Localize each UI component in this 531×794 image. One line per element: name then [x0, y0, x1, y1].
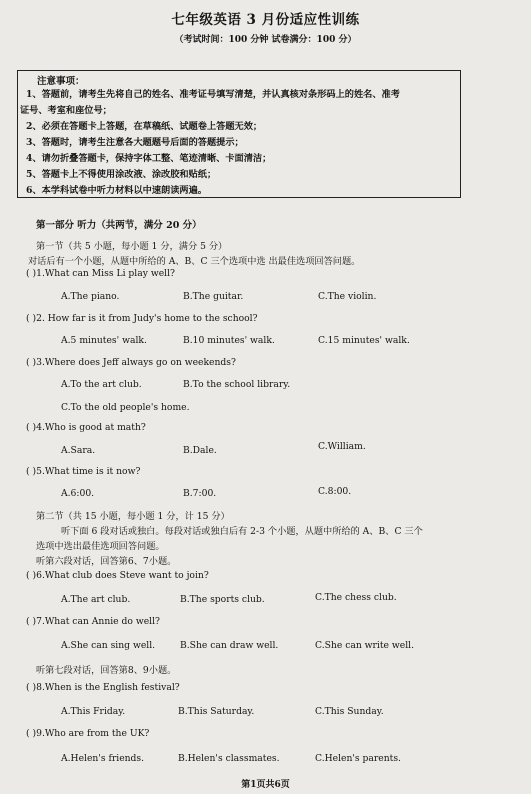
notice-line: 5、答题卡上不得使用涂改液、涂改胶和贴纸； [26, 169, 217, 180]
notice-line: 3、答题时，请考生注意各大题题号后面的答题提示； [26, 137, 244, 148]
page-number: 第1页共6页 [241, 780, 290, 790]
question-4 [26, 422, 146, 433]
option-b: B.10 minutes' walk. [183, 335, 275, 346]
exam-subtitle: （考试时间：100 分钟 试卷满分：100 分） [174, 35, 357, 45]
option-b: B.7:00. [183, 488, 217, 499]
option-a: A.The art club. [61, 594, 131, 605]
option-a: A.6:00. [61, 488, 95, 499]
section1-instruction: 对话后有一个小题，从题中所给的 A、B、C 三个选项中选 出最佳选项回答问题。 [28, 256, 361, 267]
option-c: C.Helen's parents. [315, 753, 401, 764]
option-c: C.The chess club. [315, 592, 397, 603]
dialogue-note: 听第七段对话，回答第8、9小题。 [36, 665, 177, 676]
question-5 [26, 466, 140, 477]
option-b: B.The guitar. [183, 291, 244, 302]
answer-blank[interactable]: ( ) [26, 570, 37, 581]
question-3 [26, 357, 236, 368]
option-b: B.To the school library. [183, 379, 291, 390]
option-c: C.This Sunday. [315, 706, 384, 717]
part1-heading: 第一部分 听力（共两节，满分 20 分） [36, 220, 202, 231]
answer-blank[interactable]: ( ) [26, 616, 37, 627]
answer-blank[interactable]: ( ) [26, 728, 37, 739]
option-a: A.The piano. [61, 291, 120, 302]
answer-blank[interactable]: ( ) [26, 422, 37, 433]
question-stem: 7.What can Annie do well? [36, 616, 160, 627]
option-b: B.She can draw well. [180, 640, 279, 651]
question-2 [26, 313, 258, 324]
option-c: C.To the old people's home. [61, 402, 190, 413]
answer-blank[interactable]: ( ) [26, 313, 37, 324]
notice-line: 6、本学科试卷中听力材料以中速朗读两遍。 [26, 185, 207, 196]
answer-blank[interactable]: ( ) [26, 357, 37, 368]
option-b: B.Helen's classmates. [178, 753, 280, 764]
answer-blank[interactable]: ( ) [26, 268, 37, 279]
question-stem: 2. How far is it from Judy's home to the school? [36, 313, 258, 324]
question-stem: 3.Where does Jeff always go on weekends? [36, 357, 236, 368]
notice-box [17, 70, 461, 198]
question-stem: 6.What club does Steve want to join? [36, 570, 209, 581]
question-stem: 1.What can Miss Li play well? [36, 268, 175, 279]
section2-instruction: 听下面 6 段对话或独白。每段对话或独白后有 2-3 个小题，从题中所给的 A、B、C 三个 [61, 526, 423, 537]
option-a: A.To the art club. [61, 379, 142, 390]
option-a: A.5 minutes' walk. [61, 335, 147, 346]
question-stem: 4.Who is good at math? [36, 422, 146, 433]
option-a: A.She can sing well. [61, 640, 156, 651]
option-b: B.Dale. [183, 445, 217, 456]
option-a: A.This Friday. [61, 706, 126, 717]
option-b: B.The sports club. [180, 594, 265, 605]
question-9 [26, 728, 149, 739]
option-b: B.This Saturday. [178, 706, 255, 717]
question-7 [26, 616, 160, 627]
option-c: C.8:00. [318, 486, 352, 497]
exam-title: 七年级英语 3 月份适应性训练 [171, 12, 360, 28]
section2-instruction: 选项中选出最佳选项回答问题。 [36, 541, 165, 552]
notice-line: 4、请勿折叠答题卡，保持字体工整、笔迹清晰、卡面清洁； [26, 153, 272, 164]
notice-line: 1、答题前，请考生先将自己的姓名、准考证号填写清楚，并认真核对条形码上的姓名、准考 [26, 89, 400, 100]
notice-heading: 注意事项： [37, 76, 85, 87]
question-stem: 5.What time is it now? [36, 466, 141, 477]
answer-blank[interactable]: ( ) [26, 466, 37, 477]
option-c: C.William. [318, 441, 366, 452]
question-stem: 9.Who are from the UK? [36, 728, 150, 739]
question-stem: 8.When is the English festival? [36, 682, 180, 693]
section1-heading: 第一节（共 5 小题，每小题 1 分，满分 5 分） [36, 241, 228, 252]
dialogue-note: 听第六段对话，回答第6、7小题。 [36, 556, 177, 567]
question-1 [26, 268, 175, 279]
answer-blank[interactable]: ( ) [26, 682, 37, 693]
question-6 [26, 570, 209, 581]
notice-line: 证号、考室和座位号； [20, 105, 112, 116]
notice-line: 2、必须在答题卡上答题，在草稿纸、试题卷上答题无效； [26, 121, 263, 132]
option-c: C.She can write well. [315, 640, 414, 651]
option-a: A.Helen's friends. [61, 753, 145, 764]
option-c: C.15 minutes' walk. [318, 335, 410, 346]
section2-heading: 第二节（共 15 小题，每小题 1 分，计 15 分） [36, 511, 230, 522]
option-a: A.Sara. [61, 445, 96, 456]
option-c: C.The violin. [318, 291, 377, 302]
question-8 [26, 682, 180, 693]
